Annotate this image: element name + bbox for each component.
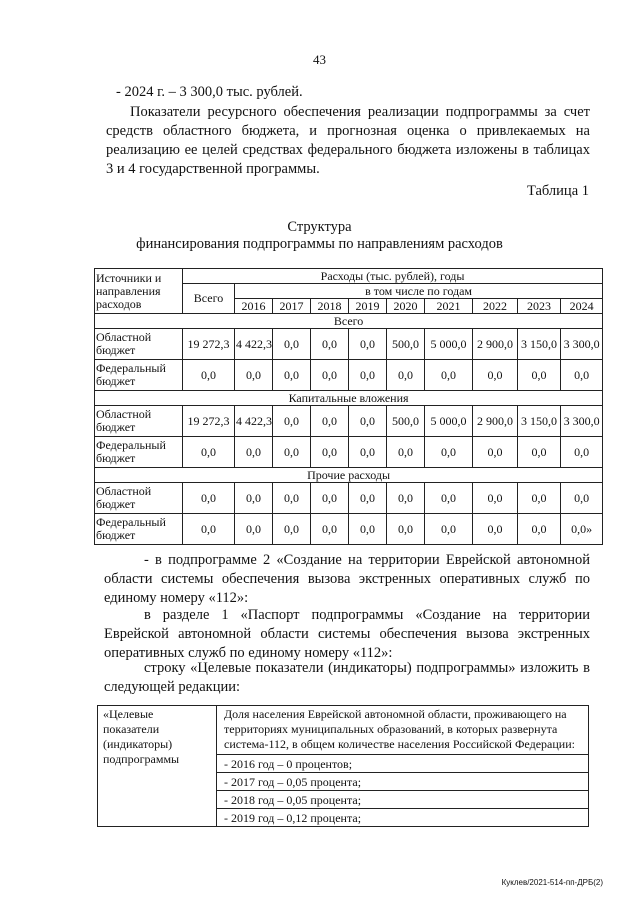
- section-row: [95, 468, 603, 483]
- value-cell: 0,0: [183, 437, 235, 468]
- value-cell: 0,0: [387, 437, 425, 468]
- value-cell: 0,0: [235, 360, 273, 391]
- indicators-intro: Доля населения Еврейской автономной области, проживающего на территориях муниципальных образований, в которых развернута система-112, в общем количестве населения Российской Федерации:: [224, 707, 575, 751]
- header-by-years: в том числе по годам: [235, 284, 603, 299]
- table-label: Таблица 1: [526, 183, 589, 199]
- value-cell: 0,0: [349, 406, 387, 437]
- value-cell: 0,0: [235, 437, 273, 468]
- value-cell: 4 422,3: [235, 406, 273, 437]
- value-cell: 0,0: [473, 360, 518, 391]
- value-cell: 0,0: [311, 437, 349, 468]
- value-cell: 0,0: [311, 360, 349, 391]
- value-cell: 2 900,0: [473, 329, 518, 360]
- paragraph-row: строку «Целевые показатели (индикаторы) подпрограммы» изложить в следующей редакции:: [104, 660, 590, 695]
- value-cell: 0,0»: [561, 514, 603, 545]
- document-footer: Куклев/2021-514-пп-ДРБ(2): [501, 878, 603, 887]
- value-cell: 0,0: [311, 329, 349, 360]
- section-title: Капитальные вложения: [95, 391, 603, 406]
- value-cell: 500,0: [387, 406, 425, 437]
- value-cell: 0,0: [561, 360, 603, 391]
- value-cell: 0,0: [311, 483, 349, 514]
- value-cell: 0,0: [425, 437, 473, 468]
- value-cell: 0,0: [349, 483, 387, 514]
- table-row: [95, 514, 603, 545]
- value-cell: 2 900,0: [473, 406, 518, 437]
- value-cell: 0,0: [183, 483, 235, 514]
- value-cell: 0,0: [235, 514, 273, 545]
- caption-line-1: Структура: [287, 219, 352, 235]
- year-header: 2024: [561, 299, 603, 314]
- value-cell: 0,0: [183, 514, 235, 545]
- value-cell: 0,0: [387, 483, 425, 514]
- value-cell: 0,0: [273, 360, 311, 391]
- table-caption: [0, 219, 639, 253]
- value-cell: 5 000,0: [425, 329, 473, 360]
- caption-line-2: финансирования подпрограммы по направлениям расходов: [136, 236, 503, 252]
- year-header: 2018: [311, 299, 349, 314]
- section-row: [95, 314, 603, 329]
- value-cell: 3 300,0: [561, 329, 603, 360]
- value-cell: 0,0: [425, 514, 473, 545]
- year-header: 2016: [235, 299, 273, 314]
- section-title: Прочие расходы: [95, 468, 603, 483]
- indicators-label: «Целевые показатели (индикаторы) подпрограммы: [98, 706, 217, 827]
- row-label: Федеральный бюджет: [95, 437, 183, 468]
- header-expenses: Расходы (тыс. рублей), годы: [183, 269, 603, 284]
- section-row: [95, 391, 603, 406]
- value-cell: 0,0: [273, 514, 311, 545]
- value-cell: 0,0: [273, 437, 311, 468]
- value-cell: 0,0: [183, 360, 235, 391]
- indicator-item: - 2019 год – 0,12 процента;: [217, 808, 588, 826]
- value-cell: 0,0: [473, 483, 518, 514]
- value-cell: 0,0: [561, 483, 603, 514]
- header-source: Источники и направления расходов: [95, 269, 183, 314]
- year-header: 2019: [349, 299, 387, 314]
- row-label: Федеральный бюджет: [95, 514, 183, 545]
- table-row: [95, 483, 603, 514]
- value-cell: 0,0: [518, 437, 561, 468]
- value-cell: 0,0: [349, 329, 387, 360]
- financing-table: [94, 268, 603, 545]
- value-cell: 3 150,0: [518, 329, 561, 360]
- year-header: 2017: [273, 299, 311, 314]
- year-header: 2022: [473, 299, 518, 314]
- value-cell: 0,0: [273, 483, 311, 514]
- value-cell: 4 422,3: [235, 329, 273, 360]
- table-row: [95, 406, 603, 437]
- row-label: Федеральный бюджет: [95, 360, 183, 391]
- value-cell: 0,0: [235, 483, 273, 514]
- value-cell: 0,0: [349, 360, 387, 391]
- value-cell: 0,0: [273, 329, 311, 360]
- value-cell: 500,0: [387, 329, 425, 360]
- value-cell: 0,0: [473, 437, 518, 468]
- indicator-item: - 2018 год – 0,05 процента;: [217, 790, 588, 808]
- year-header: 2023: [518, 299, 561, 314]
- value-cell: 3 150,0: [518, 406, 561, 437]
- intro-line: - 2024 г. – 3 300,0 тыс. рублей.: [116, 84, 303, 100]
- paragraph-section: в разделе 1 «Паспорт подпрограммы «Создание на территории Еврейской автономной области системы обеспечения вызова экстренных оперативных служб по единому номеру «112»:: [104, 607, 590, 661]
- value-cell: 0,0: [561, 437, 603, 468]
- indicators-values: [217, 706, 589, 827]
- section-title: Всего: [95, 314, 603, 329]
- indicator-item: - 2016 год – 0 процентов;: [217, 754, 588, 772]
- value-cell: 19 272,3: [183, 329, 235, 360]
- header-total: Всего: [183, 284, 235, 314]
- value-cell: 0,0: [473, 514, 518, 545]
- table-row: [95, 360, 603, 391]
- value-cell: 0,0: [518, 514, 561, 545]
- row-label: Областной бюджет: [95, 483, 183, 514]
- value-cell: 0,0: [387, 514, 425, 545]
- year-header: 2020: [387, 299, 425, 314]
- value-cell: 0,0: [518, 483, 561, 514]
- paragraph-subprogram: - в подпрограмме 2 «Создание на территории Еврейской автономной области системы обеспечения вызова экстренных оперативных служб по единому номеру «112»:: [104, 552, 590, 606]
- table-row: [95, 329, 603, 360]
- row-label: Областной бюджет: [95, 329, 183, 360]
- value-cell: 3 300,0: [561, 406, 603, 437]
- value-cell: 0,0: [349, 437, 387, 468]
- indicators-list: [217, 754, 588, 826]
- value-cell: 0,0: [425, 360, 473, 391]
- row-label: Областной бюджет: [95, 406, 183, 437]
- table-row: [95, 437, 603, 468]
- value-cell: 0,0: [311, 406, 349, 437]
- value-cell: 0,0: [349, 514, 387, 545]
- indicators-table: [97, 705, 589, 827]
- value-cell: 19 272,3: [183, 406, 235, 437]
- year-header: 2021: [425, 299, 473, 314]
- value-cell: 0,0: [387, 360, 425, 391]
- value-cell: 0,0: [425, 483, 473, 514]
- value-cell: 0,0: [311, 514, 349, 545]
- indicator-item: - 2017 год – 0,05 процента;: [217, 772, 588, 790]
- value-cell: 5 000,0: [425, 406, 473, 437]
- intro-paragraph: Показатели ресурсного обеспечения реализации подпрограммы за счет средств областного бюджета, и прогнозная оценка о привлекаемых на реализацию ее целей средствах федерального бюджета изложены в таблицах 3 и 4 государственной программы.: [106, 104, 590, 177]
- value-cell: 0,0: [518, 360, 561, 391]
- value-cell: 0,0: [273, 406, 311, 437]
- page-number: 43: [313, 52, 326, 67]
